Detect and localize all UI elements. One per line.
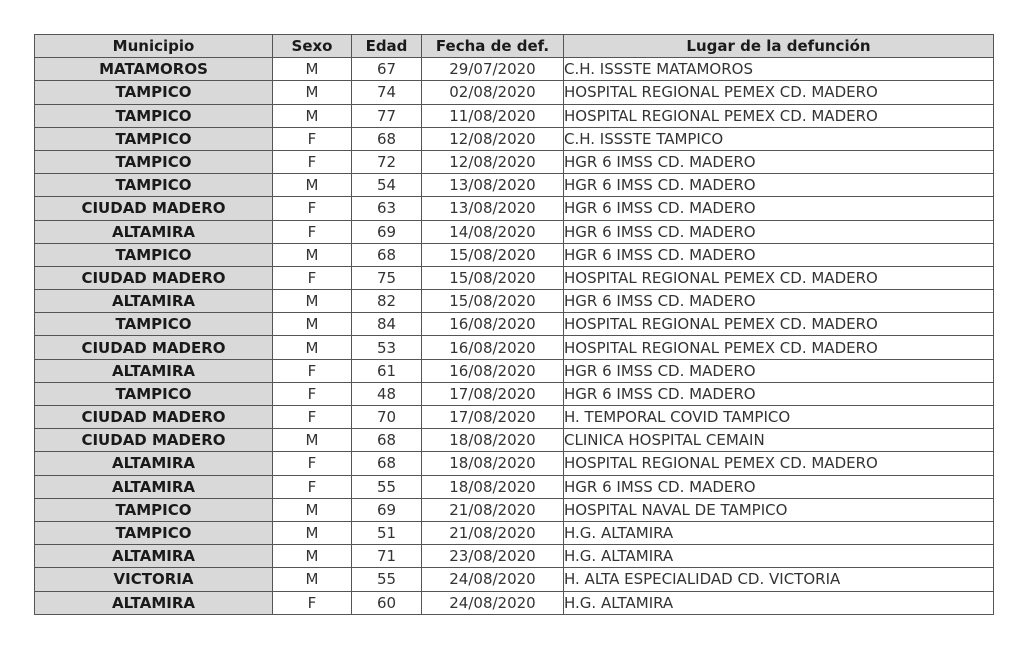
- cell-lugar: HOSPITAL NAVAL DE TAMPICO: [564, 498, 994, 521]
- cell-municipio: TAMPICO: [35, 81, 273, 104]
- cell-municipio: TAMPICO: [35, 127, 273, 150]
- cell-fecha: 18/08/2020: [422, 452, 564, 475]
- cell-lugar: HOSPITAL REGIONAL PEMEX CD. MADERO: [564, 313, 994, 336]
- cell-fecha: 23/08/2020: [422, 545, 564, 568]
- cell-fecha: 21/08/2020: [422, 498, 564, 521]
- cell-edad: 55: [352, 568, 422, 591]
- table-row: [35, 475, 994, 498]
- table-row: [35, 313, 994, 336]
- cell-edad: 69: [352, 498, 422, 521]
- cell-sexo: M: [273, 521, 352, 544]
- cell-sexo: M: [273, 336, 352, 359]
- header-lugar: Lugar de la defunción: [564, 35, 994, 58]
- table-header-row: [35, 35, 994, 58]
- cell-edad: 48: [352, 382, 422, 405]
- table-row: [35, 127, 994, 150]
- cell-fecha: 13/08/2020: [422, 197, 564, 220]
- cell-edad: 68: [352, 429, 422, 452]
- cell-lugar: HOSPITAL REGIONAL PEMEX CD. MADERO: [564, 104, 994, 127]
- cell-lugar: HOSPITAL REGIONAL PEMEX CD. MADERO: [564, 452, 994, 475]
- cell-fecha: 17/08/2020: [422, 382, 564, 405]
- table-row: [35, 150, 994, 173]
- table-row: [35, 220, 994, 243]
- table-row: [35, 568, 994, 591]
- cell-sexo: F: [273, 591, 352, 614]
- cell-edad: 60: [352, 591, 422, 614]
- cell-fecha: 13/08/2020: [422, 174, 564, 197]
- cell-municipio: TAMPICO: [35, 104, 273, 127]
- cell-fecha: 16/08/2020: [422, 313, 564, 336]
- cell-lugar: HGR 6 IMSS CD. MADERO: [564, 243, 994, 266]
- cell-fecha: 11/08/2020: [422, 104, 564, 127]
- cell-lugar: HGR 6 IMSS CD. MADERO: [564, 475, 994, 498]
- cell-edad: 70: [352, 406, 422, 429]
- table-row: [35, 382, 994, 405]
- cell-fecha: 14/08/2020: [422, 220, 564, 243]
- cell-lugar: HGR 6 IMSS CD. MADERO: [564, 174, 994, 197]
- table-row: [35, 197, 994, 220]
- cell-sexo: M: [273, 81, 352, 104]
- cell-sexo: M: [273, 58, 352, 81]
- cell-municipio: CIUDAD MADERO: [35, 197, 273, 220]
- cell-municipio: VICTORIA: [35, 568, 273, 591]
- cell-edad: 84: [352, 313, 422, 336]
- cell-sexo: F: [273, 220, 352, 243]
- cell-fecha: 12/08/2020: [422, 127, 564, 150]
- table-row: [35, 174, 994, 197]
- cell-edad: 82: [352, 290, 422, 313]
- cell-edad: 54: [352, 174, 422, 197]
- cell-sexo: M: [273, 545, 352, 568]
- cell-lugar: HGR 6 IMSS CD. MADERO: [564, 150, 994, 173]
- cell-lugar: H.G. ALTAMIRA: [564, 591, 994, 614]
- cell-sexo: F: [273, 127, 352, 150]
- cell-municipio: CIUDAD MADERO: [35, 406, 273, 429]
- cell-municipio: ALTAMIRA: [35, 545, 273, 568]
- table-row: [35, 58, 994, 81]
- header-fecha: Fecha de def.: [422, 35, 564, 58]
- cell-municipio: TAMPICO: [35, 174, 273, 197]
- cell-edad: 72: [352, 150, 422, 173]
- cell-fecha: 24/08/2020: [422, 568, 564, 591]
- cell-sexo: F: [273, 359, 352, 382]
- cell-fecha: 15/08/2020: [422, 243, 564, 266]
- cell-edad: 68: [352, 243, 422, 266]
- cell-sexo: F: [273, 475, 352, 498]
- cell-sexo: M: [273, 429, 352, 452]
- cell-sexo: M: [273, 104, 352, 127]
- table-row: [35, 545, 994, 568]
- cell-municipio: ALTAMIRA: [35, 220, 273, 243]
- table-row: [35, 290, 994, 313]
- cell-edad: 77: [352, 104, 422, 127]
- cell-municipio: ALTAMIRA: [35, 475, 273, 498]
- cell-sexo: F: [273, 197, 352, 220]
- cell-sexo: M: [273, 313, 352, 336]
- table-row: [35, 521, 994, 544]
- cell-sexo: F: [273, 452, 352, 475]
- cell-municipio: TAMPICO: [35, 150, 273, 173]
- table-row: [35, 452, 994, 475]
- cell-municipio: CIUDAD MADERO: [35, 429, 273, 452]
- cell-lugar: HGR 6 IMSS CD. MADERO: [564, 359, 994, 382]
- cell-edad: 69: [352, 220, 422, 243]
- cell-fecha: 24/08/2020: [422, 591, 564, 614]
- cell-lugar: H.G. ALTAMIRA: [564, 545, 994, 568]
- cell-edad: 61: [352, 359, 422, 382]
- cell-sexo: M: [273, 243, 352, 266]
- cell-fecha: 16/08/2020: [422, 359, 564, 382]
- table-row: [35, 104, 994, 127]
- cell-sexo: F: [273, 382, 352, 405]
- header-sexo: Sexo: [273, 35, 352, 58]
- header-municipio: Municipio: [35, 35, 273, 58]
- cell-municipio: CIUDAD MADERO: [35, 266, 273, 289]
- cell-sexo: M: [273, 174, 352, 197]
- table-row: [35, 498, 994, 521]
- cell-lugar: CLINICA HOSPITAL CEMAIN: [564, 429, 994, 452]
- cell-municipio: TAMPICO: [35, 382, 273, 405]
- cell-fecha: 29/07/2020: [422, 58, 564, 81]
- cell-edad: 75: [352, 266, 422, 289]
- cell-municipio: ALTAMIRA: [35, 290, 273, 313]
- cell-sexo: F: [273, 406, 352, 429]
- table-row: [35, 243, 994, 266]
- table-row: [35, 591, 994, 614]
- table-row: [35, 359, 994, 382]
- cell-lugar: HGR 6 IMSS CD. MADERO: [564, 290, 994, 313]
- cell-lugar: HOSPITAL REGIONAL PEMEX CD. MADERO: [564, 81, 994, 104]
- cell-municipio: TAMPICO: [35, 498, 273, 521]
- cell-municipio: MATAMOROS: [35, 58, 273, 81]
- table-row: [35, 81, 994, 104]
- table-row: [35, 266, 994, 289]
- cell-fecha: 18/08/2020: [422, 475, 564, 498]
- cell-municipio: ALTAMIRA: [35, 359, 273, 382]
- cell-lugar: HGR 6 IMSS CD. MADERO: [564, 197, 994, 220]
- cell-fecha: 21/08/2020: [422, 521, 564, 544]
- cell-edad: 53: [352, 336, 422, 359]
- cell-municipio: ALTAMIRA: [35, 452, 273, 475]
- cell-municipio: TAMPICO: [35, 521, 273, 544]
- cell-fecha: 18/08/2020: [422, 429, 564, 452]
- cell-sexo: F: [273, 266, 352, 289]
- cell-sexo: M: [273, 498, 352, 521]
- table-row: [35, 336, 994, 359]
- table-body: [35, 58, 994, 615]
- cell-municipio: TAMPICO: [35, 313, 273, 336]
- cell-fecha: 17/08/2020: [422, 406, 564, 429]
- cell-lugar: C.H. ISSSTE TAMPICO: [564, 127, 994, 150]
- cell-edad: 51: [352, 521, 422, 544]
- cell-municipio: CIUDAD MADERO: [35, 336, 273, 359]
- cell-edad: 74: [352, 81, 422, 104]
- cell-lugar: HOSPITAL REGIONAL PEMEX CD. MADERO: [564, 266, 994, 289]
- cell-sexo: M: [273, 290, 352, 313]
- table-row: [35, 406, 994, 429]
- cell-fecha: 16/08/2020: [422, 336, 564, 359]
- cell-fecha: 02/08/2020: [422, 81, 564, 104]
- cell-municipio: TAMPICO: [35, 243, 273, 266]
- cell-lugar: H.G. ALTAMIRA: [564, 521, 994, 544]
- cell-lugar: HOSPITAL REGIONAL PEMEX CD. MADERO: [564, 336, 994, 359]
- cell-edad: 71: [352, 545, 422, 568]
- cell-edad: 68: [352, 127, 422, 150]
- cell-fecha: 15/08/2020: [422, 290, 564, 313]
- cell-fecha: 15/08/2020: [422, 266, 564, 289]
- cell-lugar: H. TEMPORAL COVID TAMPICO: [564, 406, 994, 429]
- cell-edad: 67: [352, 58, 422, 81]
- deaths-table: [34, 34, 994, 615]
- header-edad: Edad: [352, 35, 422, 58]
- cell-sexo: F: [273, 150, 352, 173]
- cell-lugar: HGR 6 IMSS CD. MADERO: [564, 382, 994, 405]
- cell-lugar: HGR 6 IMSS CD. MADERO: [564, 220, 994, 243]
- cell-lugar: H. ALTA ESPECIALIDAD CD. VICTORIA: [564, 568, 994, 591]
- table-row: [35, 429, 994, 452]
- cell-lugar: C.H. ISSSTE MATAMOROS: [564, 58, 994, 81]
- cell-fecha: 12/08/2020: [422, 150, 564, 173]
- cell-municipio: ALTAMIRA: [35, 591, 273, 614]
- cell-edad: 63: [352, 197, 422, 220]
- cell-edad: 68: [352, 452, 422, 475]
- cell-edad: 55: [352, 475, 422, 498]
- cell-sexo: M: [273, 568, 352, 591]
